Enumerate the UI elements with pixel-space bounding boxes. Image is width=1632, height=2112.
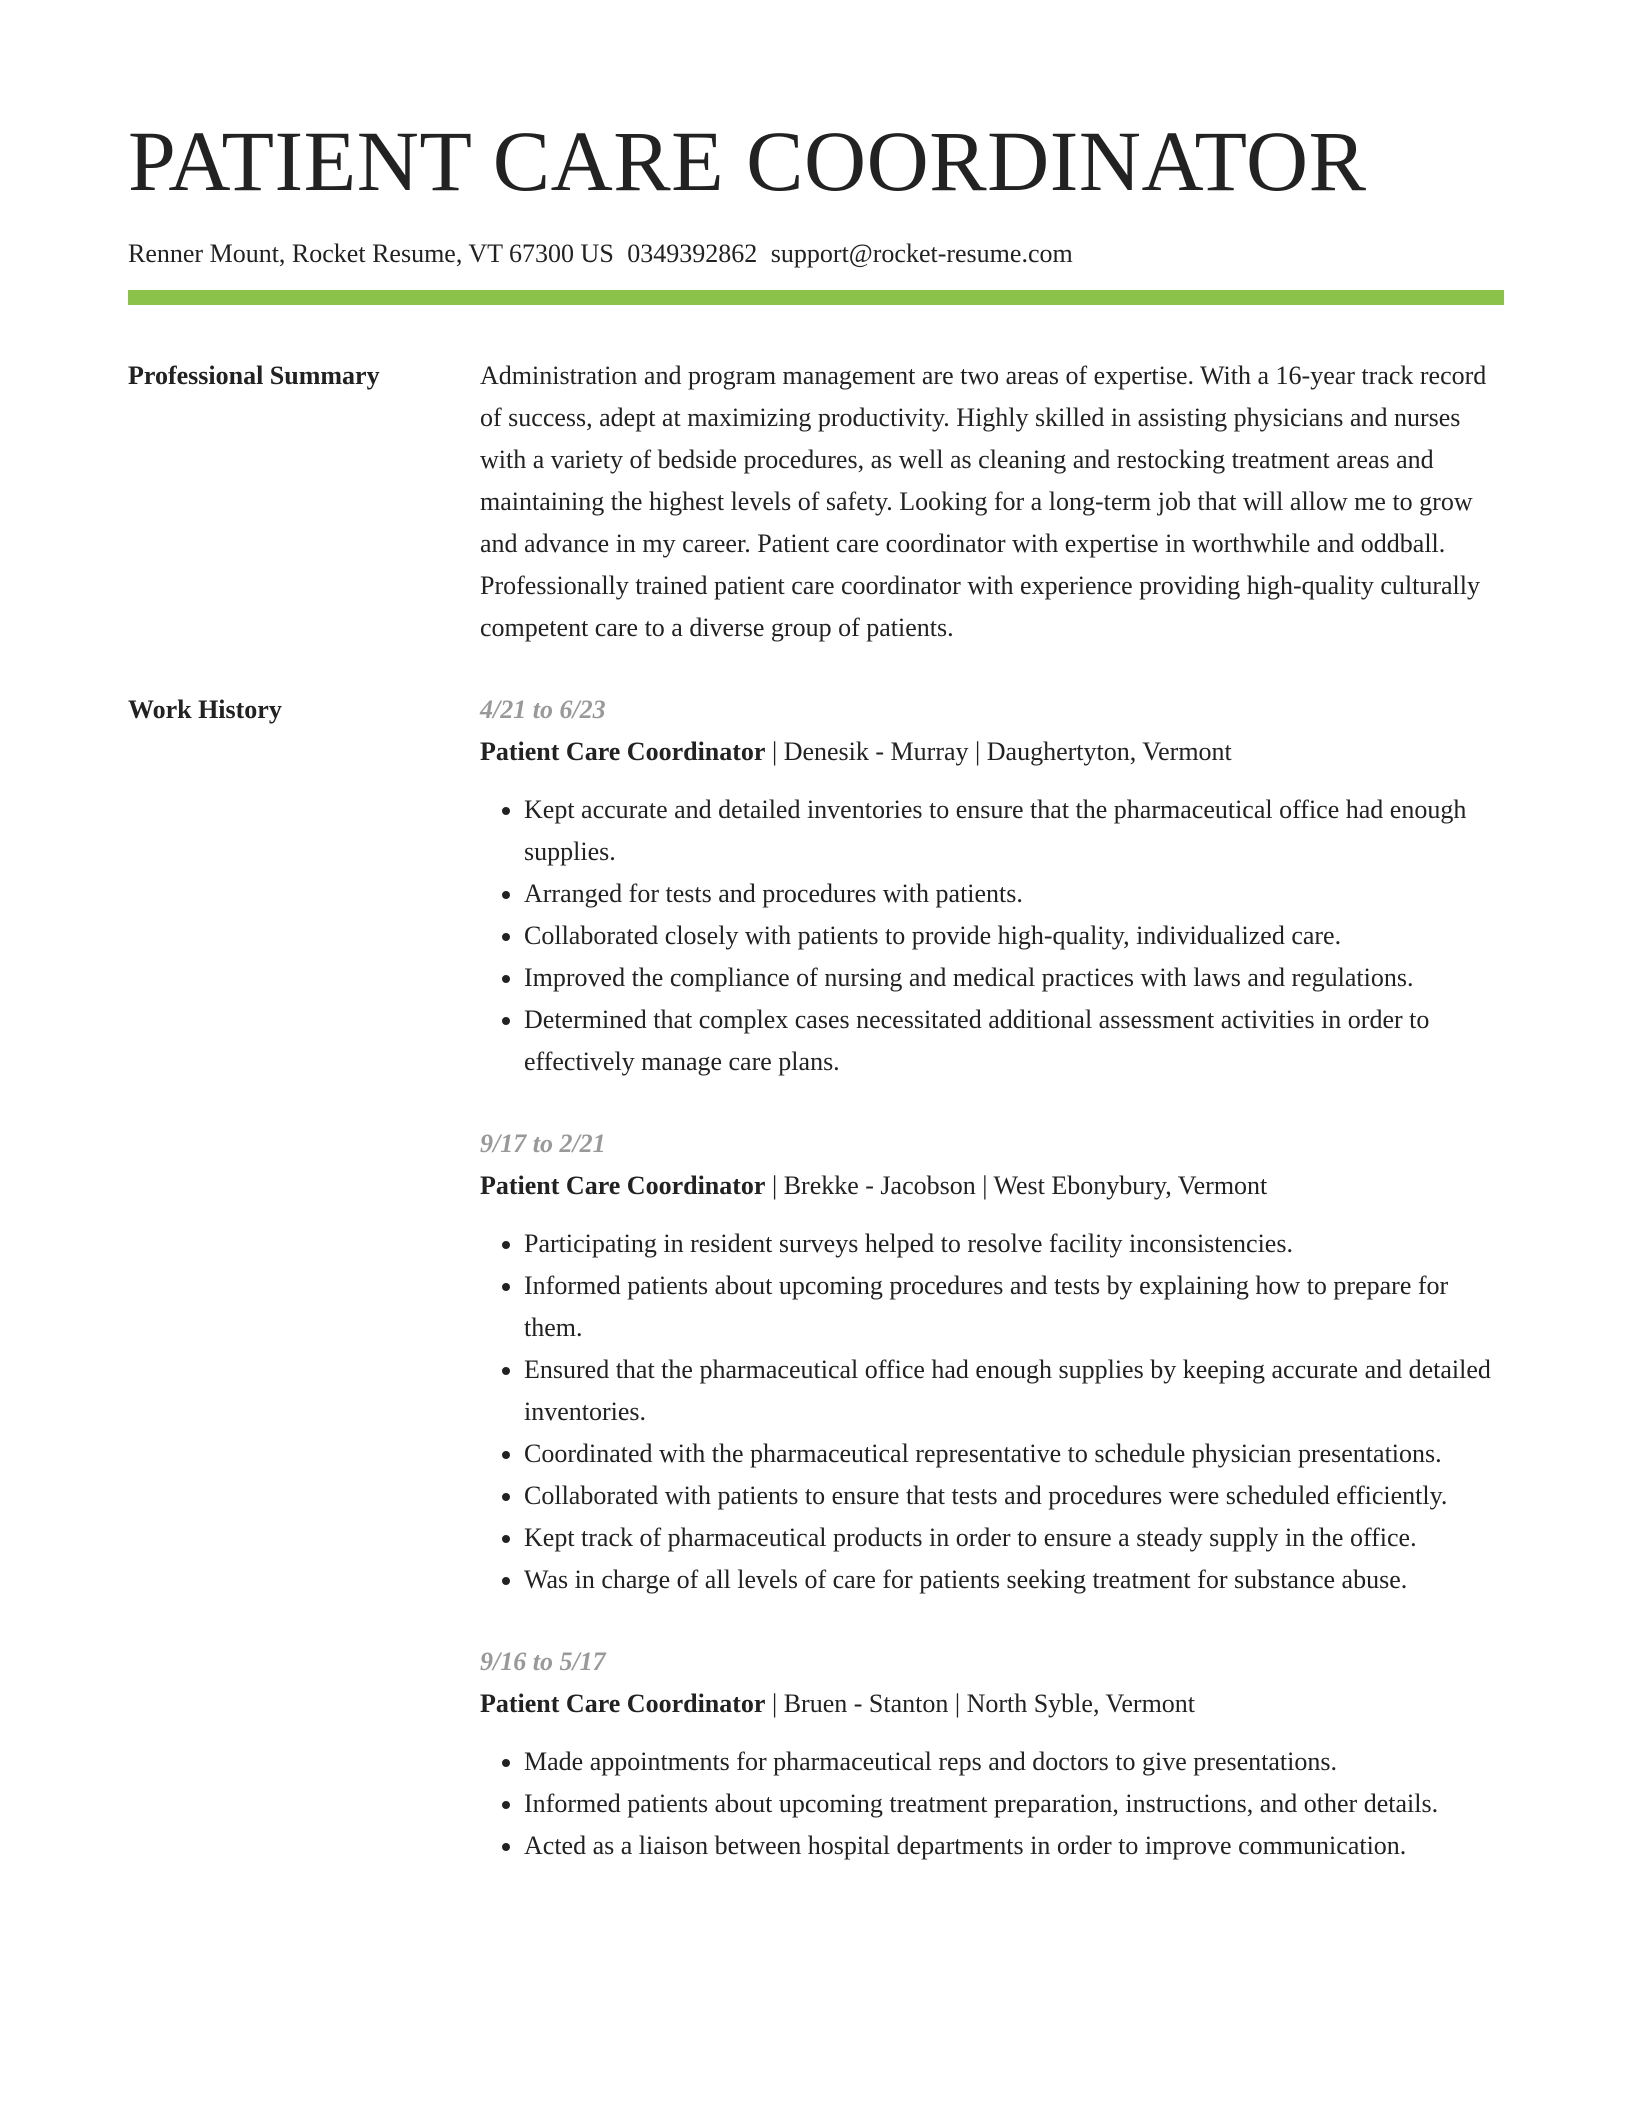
job-bullet: • Kept track of pharmaceutical products in order to ensure a steady supply in the office. bbox=[524, 1517, 1504, 1559]
summary-label: Professional Summary bbox=[128, 361, 380, 390]
job-bullet-list bbox=[480, 1223, 1504, 1601]
job-title: Patient Care Coordinator bbox=[480, 737, 766, 766]
resume-page bbox=[128, 113, 1504, 1867]
job-dates: 9/17 to 2/21 bbox=[480, 1129, 606, 1158]
job-entry bbox=[480, 1123, 1504, 1601]
contact-address: Renner Mount, Rocket Resume, VT 67300 US bbox=[128, 239, 614, 268]
job-company: Brekke - Jacobson bbox=[783, 1171, 976, 1200]
job-list bbox=[480, 689, 1504, 1867]
work-history-section bbox=[128, 689, 1504, 1867]
job-separator: | bbox=[771, 1689, 778, 1718]
job-header bbox=[480, 1683, 1504, 1725]
job-separator: | bbox=[771, 1171, 778, 1200]
summary-text: Administration and program management are two areas of expertise. With a 16-year track record of success, adept at maximizing productivity. Highly skilled in assisting physicians and nurses with a variety of bedside procedures, as well as cleaning and restocking treatment areas and maintaining the highest levels of safety. Looking for a long-term job that will allow me to grow and advance in my career. Patient care coordinator with expertise in worthwhile and oddball. Professionally trained patient care coordinator with experience providing high-quality culturally competent care to a diverse group of patients. bbox=[480, 361, 1487, 642]
work-history-label: Work History bbox=[128, 695, 282, 724]
job-bullet: • Acted as a liaison between hospital departments in order to improve communication. bbox=[524, 1825, 1504, 1867]
job-location: Daughertyton, Vermont bbox=[986, 737, 1232, 766]
job-bullet: • Coordinated with the pharmaceutical representative to schedule physician presentations. bbox=[524, 1433, 1504, 1475]
job-bullet: • Made appointments for pharmaceutical reps and doctors to give presentations. bbox=[524, 1741, 1504, 1783]
job-bullet: • Kept accurate and detailed inventories to ensure that the pharmaceutical office had enough supplies. bbox=[524, 789, 1504, 873]
job-header bbox=[480, 731, 1504, 773]
job-separator: | bbox=[982, 1171, 988, 1200]
job-bullet-list bbox=[480, 789, 1504, 1083]
job-separator: | bbox=[771, 737, 778, 766]
job-dates: 4/21 to 6/23 bbox=[480, 695, 606, 724]
job-bullet-list bbox=[480, 1741, 1504, 1867]
job-bullet: • Informed patients about upcoming treatment preparation, instructions, and other details. bbox=[524, 1783, 1504, 1825]
job-bullet: • Arranged for tests and procedures with patients. bbox=[524, 873, 1504, 915]
job-dates: 9/16 to 5/17 bbox=[480, 1647, 606, 1676]
job-entry bbox=[480, 1641, 1504, 1867]
job-bullet: • Ensured that the pharmaceutical office had enough supplies by keeping accurate and detailed inventories. bbox=[524, 1349, 1504, 1433]
job-location: North Syble, Vermont bbox=[966, 1689, 1196, 1718]
job-title: Patient Care Coordinator bbox=[480, 1689, 766, 1718]
job-separator: | bbox=[975, 737, 981, 766]
job-bullet: • Was in charge of all levels of care for patients seeking treatment for substance abuse. bbox=[524, 1559, 1504, 1601]
contact-email[interactable]: support@rocket-resume.com bbox=[770, 239, 1073, 268]
job-bullet: • Determined that complex cases necessitated additional assessment activities in order to effectively manage care plans. bbox=[524, 999, 1504, 1083]
job-bullet: • Improved the compliance of nursing and medical practices with laws and regulations. bbox=[524, 957, 1504, 999]
contact-phone: 0349392862 bbox=[627, 239, 758, 268]
job-company: Bruen - Stanton bbox=[783, 1689, 949, 1718]
summary-section bbox=[128, 355, 1504, 649]
job-header bbox=[480, 1165, 1504, 1207]
job-location: West Ebonybury, Vermont bbox=[993, 1171, 1268, 1200]
job-company: Denesik - Murray bbox=[783, 737, 969, 766]
resume-name: PATIENT CARE COORDINATOR bbox=[128, 113, 1367, 209]
job-title: Patient Care Coordinator bbox=[480, 1171, 766, 1200]
job-bullet: • Collaborated closely with patients to provide high-quality, individualized care. bbox=[524, 915, 1504, 957]
header-divider bbox=[128, 290, 1504, 305]
contact-line bbox=[128, 238, 1504, 270]
job-entry bbox=[480, 689, 1504, 1083]
job-separator: | bbox=[954, 1689, 961, 1718]
job-bullet: • Participating in resident surveys helped to resolve facility inconsistencies. bbox=[524, 1223, 1504, 1265]
job-bullet: • Collaborated with patients to ensure that tests and procedures were scheduled efficiently. bbox=[524, 1475, 1504, 1517]
job-bullet: • Informed patients about upcoming procedures and tests by explaining how to prepare for them. bbox=[524, 1265, 1504, 1349]
